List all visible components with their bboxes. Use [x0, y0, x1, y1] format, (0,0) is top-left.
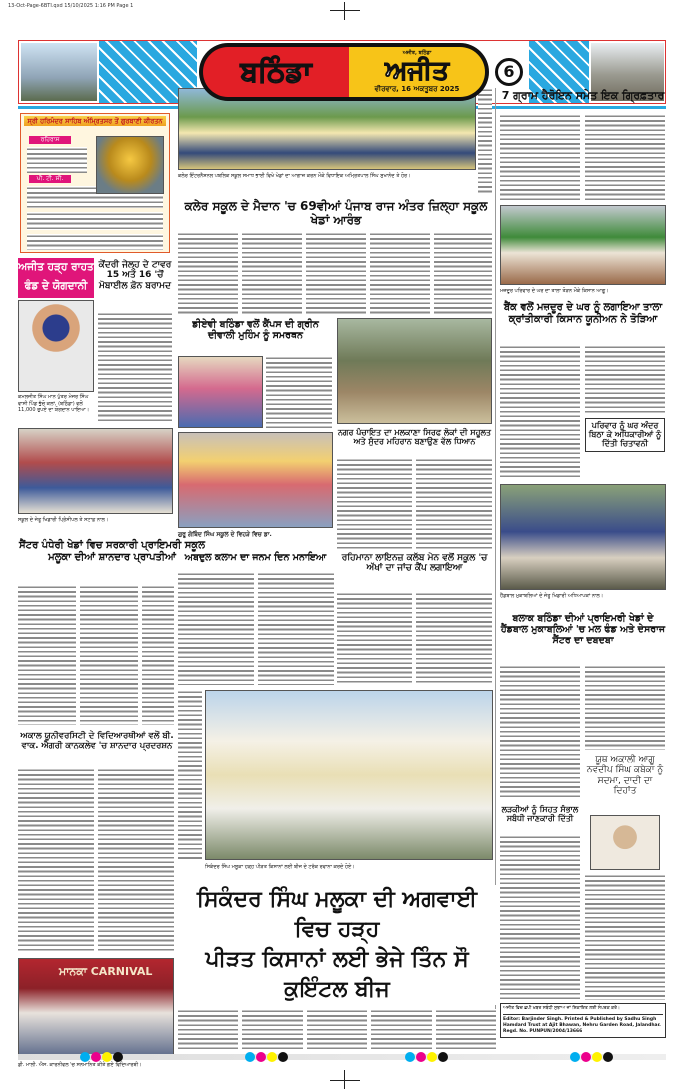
magenta-dot: [256, 1052, 266, 1062]
truck-caption: ਸਿਕੰਦਰ ਸਿੰਘ ਮਲੂਕਾ ਹੜ੍ਹ ਪੀੜਤ ਕਿਸਾਨਾਂ ਲਈ ਬੀਜ ਦੇ ਟਰੱਕ ਰਵਾਨਾ ਕਰਦੇ ਹੋਏ।: [205, 864, 355, 870]
donor-photo: [18, 300, 94, 392]
handball-headline: ਬਲਾਕ ਬਠਿੰਡਾ ਦੀਆਂ ਪ੍ਰਾਇਮਰੀ ਖੇਡਾਂ ਦੇ ਹੈਂਡਬਾਲ ਮੁਕਾਬਲਿਆਂ 'ਚ ਮਲ ਫੰਡ ਅਤੇ ਦੇਸਰਾਜ ਸੈਂਟਰ ਦਾ ਦਬਦਬਾ: [500, 613, 666, 646]
heroin-headline: 7 ਗ੍ਰਾਮ ਹੈਰੋਇਨ ਸਮੇਤ ਇਕ ਗ੍ਰਿਫ਼ਤਾਰ: [501, 89, 665, 102]
kalam-headline: ਅਬਦੁਲ ਕਲਾਮ ਦਾ ਜਨਮ ਦਿਨ ਮਨਾਇਆ: [184, 552, 327, 563]
golden-temple-photo: [96, 136, 164, 194]
black-dot: [438, 1052, 448, 1062]
kirtan-title: ਸ੍ਰੀ ਹਰਿਮੰਦਰ ਸਾਹਿਬ ਅੰਮ੍ਰਿਤਸਰ ਤੋਂ ਗੁਰਬਾਣੀ ਕੀਰਤਨ: [24, 116, 166, 126]
main-headline: ਕਲੇਰ ਸਕੂਲ ਦੇ ਮੈਦਾਨ 'ਚ 69ਵੀਆਂ ਪੰਜਾਬ ਰਾਜ ਅੰਤਰ ਜ਼ਿਲ੍ਹਾ ਸਕੂਲ ਖੇਡਾਂ ਆਰੰਭ: [178, 200, 494, 228]
school-body: [142, 585, 174, 725]
relief-fund-title: ਫੰਡ ਦੇ ਯੋਗਦਾਨੀ: [24, 280, 88, 292]
imprint-text: Editor: Barjinder Singh. Printed & Published by Sadhu Singh Hamdard Trust at Ajit Bhawan, Nehru Garden Road, Jalandhar. Regd. No. PUNPUN/2004/13666: [503, 1014, 663, 1035]
page-number: 6: [495, 58, 523, 86]
obit-headline: ਯੂਥ ਅਕਾਲੀ ਆਗੂ ਨਵਦੀਪ ਸਿੰਘ ਕਬੇਕਾ ਨੂੰ ਸਦਮਾ, ਦਾਦੀ ਦਾ ਦਿਹਾਂਤ: [586, 755, 664, 797]
ptc-label: ਪੀ. ਟੀ. ਸੀ.: [29, 175, 71, 183]
school-body: [80, 585, 138, 725]
obituary-photo: [590, 815, 660, 870]
crop-mark: [344, 2, 345, 20]
kids-caption: ਸਕੂਲ ਦੇ ਜੇਤੂ ਖਿਡਾਰੀ ਪ੍ਰਿੰਸੀਪਲ ਤੇ ਸਟਾਫ਼ ਨਾਲ।: [18, 517, 109, 523]
issue-date: ਵੀਰਵਾਰ, 16 ਅਕਤੂਬਰ 2025: [374, 85, 460, 93]
akal-headline: ਅਕਾਲ ਯੂਨੀਵਰਸਿਟੀ ਦੇ ਵਿਦਿਆਰਥੀਆਂ ਵਲੋਂ ਬੀ. ਵਾਕ. ਐਗਰੀ ਕਾਨਕਲੇਵ 'ਚ ਸ਼ਾਨਦਾਰ ਪ੍ਰਦਰਸ਼ਨ: [20, 731, 174, 751]
crop-mark: [344, 1070, 345, 1089]
power-plant-photo: [21, 43, 97, 101]
village-work-photo: [337, 318, 492, 424]
handball-caption: ਹੈਂਡਬਾਲ ਮੁਕਾਬਲਿਆਂ ਦੇ ਜੇਤੂ ਖਿਡਾਰੀ ਅਧਿਆਪਕਾਂ ਨਾਲ।: [500, 593, 604, 599]
imprint-box: [500, 1003, 666, 1038]
relief-fund-banner: [18, 258, 94, 298]
magenta-dot: [581, 1052, 591, 1062]
carnival-banner: ਮਾਨਕਾ CARNIVAL: [59, 965, 153, 978]
headline-line: 15 ਅਤੇ 16 'ਚੋਂ: [106, 270, 164, 281]
yellow-dot: [267, 1052, 277, 1062]
akal-body: [98, 768, 174, 953]
magenta-dot: [416, 1052, 426, 1062]
edition-label: ਅਜੀਤ, ਬਠਿੰਡਾ: [402, 50, 432, 56]
black-dot: [113, 1052, 123, 1062]
lead-body: [178, 1009, 496, 1050]
dav-headline: ਡੀਏਵੀ ਬਠਿੰਡਾ ਵਲੋਂ ਕੈਂਪਸ ਦੀ ਗ੍ਰੀਨ ਦੀਵਾਲੀ ਮੁਹਿੰਮ ਨੂੰ ਸਮਰਥਨ: [192, 319, 319, 341]
headline-line: ਮੋਬਾਈਲ ਫ਼ੋਨ ਬਰਾਮਦ: [99, 280, 171, 291]
school-body: [18, 585, 76, 725]
rehras-label: ਰਹਿਰਾਸ: [29, 136, 71, 144]
print-slug: 13-Oct-Page-6BTI.qxd 15/10/2025 1:16 PM Page 1: [8, 3, 134, 9]
black-dot: [278, 1052, 288, 1062]
yellow-dot: [427, 1052, 437, 1062]
seed-truck-photo: [205, 690, 493, 860]
sports-caption: ਕਲੇਰ ਇੰਟਰਨੈਸ਼ਨਲ ਪਬਲਿਕ ਸਕੂਲ ਸਮਾਧ ਭਾਈ ਵਿਖੇ ਖੇਡਾਂ ਦਾ ਆਗਾਜ਼ ਕਰਨ ਮੌਕੇ ਵਿਧਾਇਕ ਅਮ੍ਰਿਤਪਾਲ ਸਿੰਘ ਸੁਖਾਨੰਦ ਤੇ ਹੋਰ।: [178, 173, 411, 179]
lions-headline: ਰਹਿਮਾਨਾ ਲਾਇਨਜ਼ ਕਲੱਬ ਮੇਨ ਵਲੋਂ ਸਕੂਲ 'ਚ ਅੱਖਾਂ ਦਾ ਜਾਂਚ ਕੈਂਪ ਲਗਾਇਆ: [341, 553, 488, 574]
jail-story-body: [98, 312, 172, 424]
magenta-dot: [91, 1052, 101, 1062]
crop-mark: [330, 10, 360, 11]
cyan-dot: [405, 1052, 415, 1062]
cyan-dot: [80, 1052, 90, 1062]
school-headline: ਸੈਂਟਰ ਪੰਧੇਰੀ ਖੇਡਾਂ ਵਿਚ ਸਰਕਾਰੀ ਪ੍ਰਾਇਮਰੀ ਸਕੂਲ ਮਲੂਕਾ ਦੀਆਂ ਸ਼ਾਨਦਾਰ ਪ੍ਰਾਪਤੀਆਂ: [19, 540, 205, 563]
title-red-panel: [199, 43, 349, 101]
guru-caption: ਗੁਰੂ ਗੋਬਿੰਦ ਸਿੰਘ ਸਕੂਲ ਦੇ ਵਿਹੜੇ ਵਿਚ ਡਾ.: [178, 531, 272, 538]
masthead-city: ਬਠਿੰਡਾ: [240, 55, 312, 88]
bank-caption: ਮਜ਼ਦੂਰ ਪਰਿਵਾਰ ਦੇ ਘਰ ਦਾ ਤਾਲਾ ਤੋੜਨ ਮੌਕੇ ਕਿਸਾਨ ਆਗੂ।: [500, 288, 609, 294]
lead-story: [178, 885, 496, 1050]
kirtan-box: [20, 113, 170, 253]
cyan-dot: [570, 1052, 580, 1062]
carnival-photo: [18, 958, 174, 1058]
headline-line: ਪੀੜਤ ਕਿਸਾਨਾਂ ਲਈ ਭੇਜੇ ਤਿੰਨ ਸੌ ਕੁਇੰਟਲ ਬੀਜ: [205, 947, 469, 1002]
bank-headline: ਬੈਂਕ ਵਲੋਂ ਮਜ਼ਦੂਰ ਦੇ ਘਰ ਨੂੰ ਲਗਾਇਆ ਤਾਲਾ ਕ੍ਰਾਂਤੀਕਾਰੀ ਕਿਸਾਨ ਯੂਨੀਅਨ ਨੇ ਤੋੜਿਆ: [503, 302, 663, 325]
yellow-dot: [102, 1052, 112, 1062]
notice-text: ਅਜੀਤ ਵਿਚ ਛਪੀ ਖ਼ਬਰ ਸਬੰਧੀ ਸੁਝਾਅ ਜਾਂ ਸ਼ਿਕਾਇਤ ਲਈ ਸੰਪਰਕ ਕਰੋ।: [503, 1006, 620, 1011]
akal-body: [18, 768, 94, 953]
bank-protest-photo: [500, 205, 666, 285]
relief-fund-title: ਅਜੀਤ ਹੜ੍ਹ ਰਾਹਤ: [18, 261, 94, 273]
health-headline: ਲੜਕੀਆਂ ਨੂੰ ਸਿਹਤ ਸੰਭਾਲ ਸਬੰਧੀ ਜਾਣਕਾਰੀ ਦਿੱਤੀ: [501, 805, 579, 824]
headline-line: ਸਿਕੰਦਰ ਸਿੰਘ ਮਲੂਕਾ ਦੀ ਅਗਵਾਈ ਵਿਚ ਹੜ੍ਹ: [196, 887, 478, 942]
donor-caption: ਕਮਲਜੀਤ ਸਿੰਘ ਮਾਨ ਪੁੱਤਰ ਮੇਜਰ ਸਿੰਘ ਵਾਸੀ ਪਿੰਡ ਭੁੱਚੋ ਕਲਾਂ, (ਬਠਿੰਡਾ) ਵਲੋਂ 11,000 ਰੁਪਏ ਦਾ ਯੋਗਦਾਨ ਪਾਇਆ।: [18, 394, 94, 414]
nagar-headline: ਨਗਰ ਪੰਚਾਇਤ ਦਾ ਮਲਕਾਣਾ ਸਿਰਫ ਲੋਕਾਂ ਦੀ ਸਹੂਲਤ ਅਤੇ ਸੁੰਦਰ ਮਹਿਰਾਨ ਬਣਾਉਣ ਵੱਲ ਧਿਆਨ: [337, 428, 492, 447]
title-yellow-panel: [349, 43, 489, 101]
headline-line: ਕੇਂਦਰੀ ਜੇਲ੍ਹ ਦੇ ਟਾਵਰ: [98, 260, 172, 270]
teachers-photo: [178, 432, 333, 528]
handball-photo: [500, 484, 666, 590]
jail-headline: [98, 260, 172, 291]
black-dot: [603, 1052, 613, 1062]
dav-photo: [178, 356, 263, 428]
cyan-dot: [245, 1052, 255, 1062]
lead-headline: [178, 885, 496, 1005]
masthead-paper: ਅਜੀਤ: [385, 56, 449, 86]
bank-box: ਪਰਿਵਾਰ ਨੂੰ ਘਰ ਅੰਦਰ ਬਿਠਾ ਕੇ ਅਧਿਕਾਰੀਆਂ ਨੂੰ ਦਿੱਤੀ ਚਿਤਾਵਨੀ: [585, 418, 665, 452]
kids-group-photo: [18, 428, 173, 514]
crop-mark: [330, 1080, 360, 1081]
yellow-dot: [592, 1052, 602, 1062]
carnival-caption: ਡੀ. ਮਾਲੀ. ਐਸ. ਕਾਰਨੀਵਲ 'ਚ ਸਨਮਾਨਿਤ ਕੀਤੇ ਗਏ ਵਿਦਿਆਰਥੀ।: [18, 1062, 142, 1068]
